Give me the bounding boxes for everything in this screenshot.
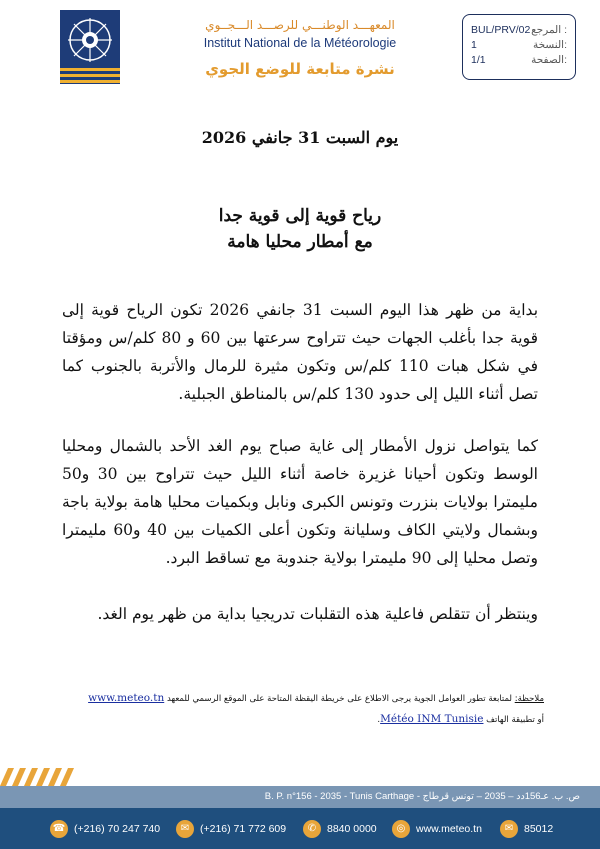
note bbox=[86, 688, 544, 730]
note-suffix: . bbox=[377, 715, 381, 725]
footer-website-text[interactable]: www.meteo.tn bbox=[416, 822, 482, 835]
ref-value: BUL/PRV/02 bbox=[471, 24, 531, 36]
contact-phone-2 bbox=[176, 808, 286, 849]
phone-2-text: (+216) 71 772 609 bbox=[200, 822, 287, 835]
institute-name-ar: المعهـــد الوطنـــي للرصـــد الـــجــوي bbox=[205, 18, 395, 32]
copy-row bbox=[471, 38, 567, 53]
note-label: ملاحظة: bbox=[514, 694, 544, 704]
fax-icon: ✉ bbox=[176, 820, 194, 838]
institute-name-fr: Institut National de la Météorologie bbox=[203, 36, 397, 50]
bulletin-date: يوم السبت 31 جانفي 2026 bbox=[201, 128, 399, 147]
copy-label: النسخة: bbox=[533, 39, 567, 51]
paragraph-wind: بداية من ظهر هذا اليوم السبت 31 جانفي 2026 تكون الرياح قوية إلى قوية جدا بأغلب الجهات حيث تتراوح سرعتها بين 60 و 80 كلم/س ومؤقتا في شكل هبات 110 كلم/س وتكون مثيرة للرمال والأتربة بالجنوب كما تصل أثناء الليل إلى حدود 130 كلم/س بالمناطق الجبلية. bbox=[62, 301, 539, 403]
app-link[interactable]: Météo INM Tunisie bbox=[380, 713, 484, 725]
page-label: الصفحة: bbox=[531, 54, 567, 66]
logo-stripe bbox=[60, 80, 120, 83]
message-icon: ✉ bbox=[500, 820, 518, 838]
contact-website bbox=[392, 808, 482, 849]
footer-address: B. P. n°156 - 2035 - Tunis Carthage - ص. ب. عـ156دد – 2035 – تونس قرطاج bbox=[264, 791, 580, 802]
phone-3-text: 8840 0000 bbox=[327, 822, 377, 835]
globe-icon: ◎ bbox=[392, 820, 410, 838]
institute-logo bbox=[60, 10, 120, 84]
phone-1-text: (+216) 70 247 740 bbox=[74, 822, 161, 835]
contact-code bbox=[500, 808, 553, 849]
headline-line-2: مع أمطار محليا هامة bbox=[227, 232, 373, 252]
ref-row bbox=[471, 23, 567, 38]
copy-value: 1 bbox=[471, 39, 477, 51]
reference-box bbox=[462, 14, 576, 80]
note-line-2 bbox=[86, 709, 544, 730]
note-line-1 bbox=[86, 688, 544, 709]
contact-phone-3 bbox=[303, 808, 377, 849]
logo-stripe bbox=[60, 68, 120, 71]
paragraph-rain: كما يتواصل نزول الأمطار إلى غاية صباح يوم الغد الأحد بالشمال ومحليا الوسط وتكون أحيانا غزيرة خاصة أثناء الليل حيث تتراوح بين 30 و50 مليمترا بولايات بنزرت وتونس الكبرى ونابل وبكميات محليا هامة بولاية باجة وبشمال ولايتي الكاف وسليانة وتكون أعلى الكميات بين 40 و60 مليمترا وتصل محليا إلى 90 مليمترا بولاية جندوبة مع تساقط البرد. bbox=[62, 437, 538, 567]
website-link[interactable]: www.meteo.tn bbox=[88, 692, 165, 704]
bulletin-title: نشرة متابعة للوضع الجوي bbox=[205, 60, 395, 78]
ref-label: المرجع : bbox=[531, 24, 567, 36]
compass-icon bbox=[66, 16, 114, 64]
logo-stripe bbox=[60, 74, 120, 77]
mobile-icon: ✆ bbox=[303, 820, 321, 838]
page-value: 1/1 bbox=[471, 54, 486, 66]
contact-phone-1 bbox=[50, 808, 160, 849]
code-text: 85012 bbox=[524, 822, 554, 835]
headline-line-1: رياح قوية إلى قوية جدا bbox=[218, 206, 382, 226]
paragraph-outlook: وينتظر أن تتقلص فاعلية هذه التقلبات تدريجيا بداية من ظهر يوم الغد. bbox=[97, 605, 538, 623]
note-text: لمتابعة تطور العوامل الجوية يرجى الاطلاع على خريطة اليقظة المتاحة على الموقع الرسمي للمعهد bbox=[166, 694, 513, 704]
note-or-text: أو تطبيقة الهاتف bbox=[486, 715, 544, 725]
page-row bbox=[471, 53, 567, 68]
phone-icon: ☎ bbox=[50, 820, 68, 838]
